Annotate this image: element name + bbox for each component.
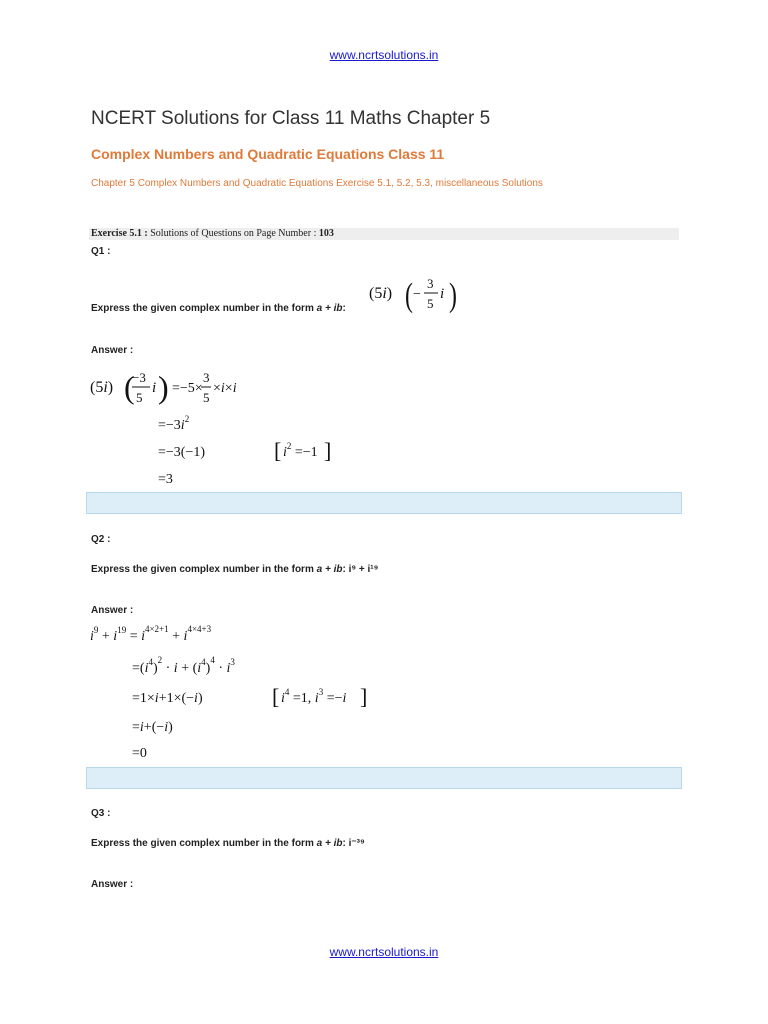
svg-text:=0: =0: [132, 746, 147, 761]
svg-text:5: 5: [136, 390, 143, 405]
svg-text:): ): [449, 277, 457, 315]
svg-text:i4 =1, i3 =−i: $i^4 =1$, $i^3 =-i$: [281, 687, 347, 706]
page-description: Chapter 5 Complex Numbers and Quadratic Equations Exercise 5.1, 5.2, 5.3, miscellaneous Solutions: [91, 178, 543, 189]
svg-text:): ): [158, 369, 169, 405]
answer-label: Answer :: [91, 605, 134, 616]
svg-text:i9 + i19 = i4×2+1 + i4×4+3: $i^9 + i^{19} = i^{4\times 2+1} + i^{4\times 4+3}$: [90, 624, 212, 644]
svg-text:=−3(−1): =−3(−1): [158, 445, 206, 460]
question-label: Q3 :: [91, 808, 111, 819]
svg-text:(5i): (5i): [369, 285, 393, 302]
question-label: Q1 :: [91, 246, 111, 257]
page-subtitle: Complex Numbers and Quadratic Equations Class 11: [91, 146, 445, 162]
exercise-label: Exercise 5.1 :: [91, 228, 148, 239]
exercise-bar: [89, 228, 679, 240]
q1-expression: [363, 272, 463, 316]
svg-text:=(i4)2 · i + (i4)4 · i3: $=(i^4)^2 \cdot i + (i^4)^4 \cdot i^3$: [132, 655, 235, 676]
svg-text:×i×i: ×i×i: [213, 381, 237, 396]
separator-bar: [86, 767, 682, 789]
svg-text:i: i: [440, 286, 445, 302]
svg-text:i2 =−1: $i^2 =-1$: [283, 441, 318, 460]
q1-answer-math: [88, 362, 348, 490]
answer-label: Answer :: [91, 879, 134, 890]
svg-text:i: i: [152, 380, 157, 396]
question-text: Express the given complex number in the form a + ib: i⁻³⁹: [91, 838, 365, 849]
svg-text:=1×i+1×(−i): =1×i+1×(−i): [132, 691, 203, 706]
question-label: Q2 :: [91, 534, 111, 545]
svg-text:[: [: [274, 438, 282, 463]
svg-text:=i+(−i): =i+(−i): [132, 720, 173, 735]
exercise-text: Solutions of Questions on Page Number :: [150, 228, 317, 239]
question-text: Express the given complex number in the form a + ib:: [91, 303, 346, 314]
svg-text:=3: =3: [158, 472, 173, 487]
q2-answer-math: [88, 622, 388, 764]
svg-text:=−5×: =−5×: [172, 381, 203, 396]
page-title: NCERT Solutions for Class 11 Maths Chapter 5: [91, 108, 491, 129]
svg-text:5: 5: [427, 296, 434, 311]
question-text: Express the given complex number in the form a + ib: i⁹ + i¹⁹: [91, 564, 379, 575]
separator-bar: [86, 492, 682, 514]
header-site-link[interactable]: www.ncrtsolutions.in: [329, 48, 439, 62]
exercise-page: 103: [318, 228, 334, 239]
svg-text:=−3i2: $=-3i^2$: [158, 414, 190, 433]
svg-text:3: 3: [427, 276, 434, 291]
svg-text:]: ]: [360, 684, 368, 709]
svg-text:(: (: [124, 369, 135, 405]
svg-text:−3: −3: [132, 370, 146, 385]
answer-label: Answer :: [91, 345, 134, 356]
svg-text:−: −: [413, 287, 421, 302]
svg-text:5: 5: [203, 390, 210, 405]
svg-text:]: ]: [324, 438, 332, 463]
svg-text:(5i): (5i): [90, 379, 114, 396]
svg-text:[: [: [272, 684, 280, 709]
footer-site-link[interactable]: www.ncrtsolutions.in: [329, 945, 439, 959]
svg-text:(: (: [405, 277, 413, 315]
svg-text:3: 3: [203, 370, 210, 385]
